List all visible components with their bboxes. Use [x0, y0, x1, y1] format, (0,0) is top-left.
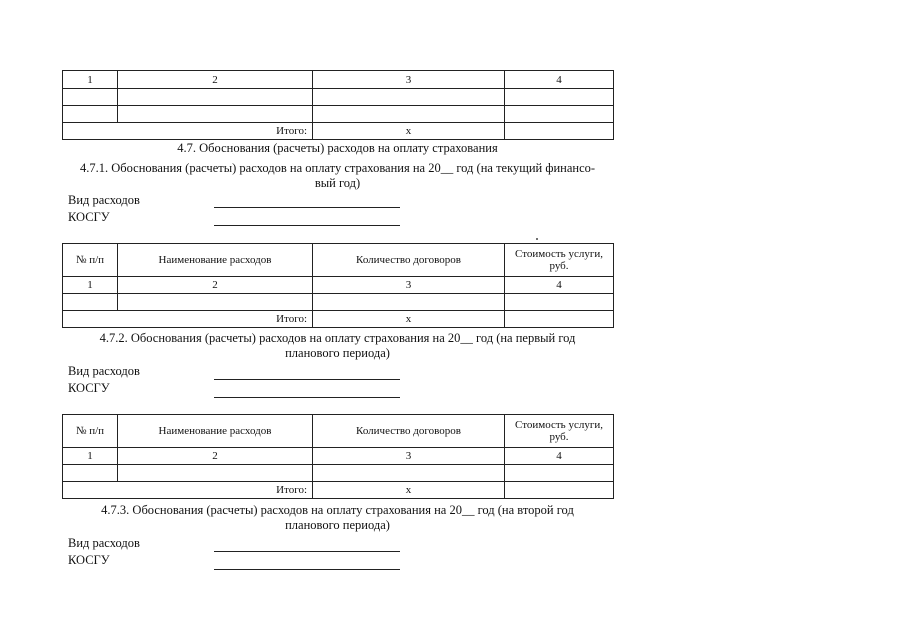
total-value-cell[interactable]	[505, 482, 614, 499]
empty-cell[interactable]	[63, 465, 118, 482]
expense-type-field[interactable]	[214, 379, 400, 380]
table-row	[63, 106, 614, 123]
empty-cell[interactable]	[505, 89, 614, 106]
total-row	[63, 482, 614, 499]
column-number-cell: 2	[118, 448, 313, 465]
subsection-title-line2: вый год)	[314, 176, 361, 190]
empty-cell[interactable]	[118, 89, 313, 106]
table-row	[63, 465, 614, 482]
header-row	[63, 415, 614, 448]
header-cell: Стоимость услуги, руб.	[505, 415, 614, 448]
header-cell: Наименование расходов	[118, 244, 313, 277]
insurance-table-first-plan-year	[62, 414, 614, 499]
empty-cell[interactable]	[118, 294, 313, 311]
table-row	[63, 294, 614, 311]
kosgu-label: КОСГУ	[68, 210, 110, 224]
column-number-cell: 4	[505, 277, 614, 294]
table-row	[63, 89, 614, 106]
expense-type-label: Вид расходов	[68, 193, 140, 207]
expense-type-label: Вид расходов	[68, 536, 140, 550]
kosgu-field[interactable]	[214, 569, 400, 570]
column-number-cell: 1	[63, 277, 118, 294]
total-label: Итого:	[63, 482, 313, 499]
header-row	[63, 244, 614, 277]
empty-cell[interactable]	[63, 89, 118, 106]
total-value-cell[interactable]	[505, 311, 614, 328]
total-x-cell: x	[313, 482, 505, 499]
empty-cell[interactable]	[313, 465, 505, 482]
empty-cell[interactable]	[118, 465, 313, 482]
total-row	[63, 311, 614, 328]
empty-cell[interactable]	[505, 465, 614, 482]
subsection-title-line1: 4.7.3. Обоснования (расчеты) расходов на оплату страхования на 20__ год (на второй год	[101, 503, 574, 517]
total-x-cell: x	[313, 123, 505, 140]
empty-cell[interactable]	[118, 106, 313, 123]
table-row	[63, 448, 614, 465]
column-number-cell: 3	[313, 277, 505, 294]
column-number-cell: 3	[313, 71, 505, 89]
empty-cell[interactable]	[313, 294, 505, 311]
total-x-cell: x	[313, 311, 505, 328]
insurance-table-current-year	[62, 243, 614, 328]
table-row	[63, 71, 614, 89]
empty-cell[interactable]	[505, 106, 614, 123]
total-label: Итого:	[63, 123, 313, 140]
column-number-cell: 4	[505, 448, 614, 465]
empty-cell[interactable]	[313, 89, 505, 106]
total-row	[63, 123, 614, 140]
expense-type-field[interactable]	[214, 551, 400, 552]
continued-expense-table	[62, 70, 614, 140]
kosgu-label: КОСГУ	[68, 553, 110, 567]
column-number-cell: 1	[63, 448, 118, 465]
section-title: 4.7. Обоснования (расчеты) расходов на оплату страхования	[177, 141, 498, 155]
subsection-title-line2: планового периода)	[285, 346, 390, 360]
header-cell: № п/п	[63, 244, 118, 277]
header-cell: Количество договоров	[313, 244, 505, 277]
table-row	[63, 277, 614, 294]
kosgu-field[interactable]	[214, 225, 400, 226]
empty-cell[interactable]	[63, 294, 118, 311]
column-number-cell: 4	[505, 71, 614, 89]
column-number-cell: 3	[313, 448, 505, 465]
empty-cell[interactable]	[63, 106, 118, 123]
empty-cell[interactable]	[313, 106, 505, 123]
subsection-title-line1: 4.7.2. Обоснования (расчеты) расходов на оплату страхования на 20__ год (на первый год	[99, 331, 576, 345]
column-number-cell: 1	[63, 71, 118, 89]
kosgu-label: КОСГУ	[68, 381, 110, 395]
header-cell: Наименование расходов	[118, 415, 313, 448]
header-cell: Количество договоров	[313, 415, 505, 448]
column-number-cell: 2	[118, 71, 313, 89]
subsection-title-line1: 4.7.1. Обоснования (расчеты) расходов на оплату страхования на 20__ год (на текущий финансо-	[79, 161, 596, 175]
expense-type-label: Вид расходов	[68, 364, 140, 378]
column-number-cell: 2	[118, 277, 313, 294]
empty-cell[interactable]	[505, 294, 614, 311]
expense-type-field[interactable]	[214, 207, 400, 208]
scan-dot	[536, 238, 538, 240]
total-label: Итого:	[63, 311, 313, 328]
kosgu-field[interactable]	[214, 397, 400, 398]
subsection-title-line2: планового периода)	[285, 518, 390, 532]
header-cell: Стоимость услуги, руб.	[505, 244, 614, 277]
total-value-cell[interactable]	[505, 123, 614, 140]
header-cell: № п/п	[63, 415, 118, 448]
